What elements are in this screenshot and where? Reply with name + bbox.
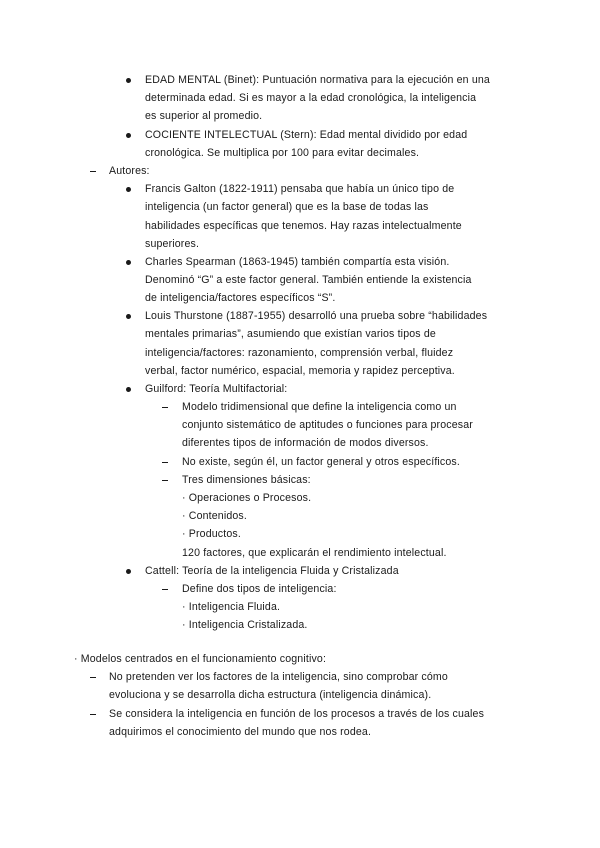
edad-mental-line-2: determinada edad. Si es mayor a la edad cronológica, la inteligencia bbox=[145, 92, 477, 104]
bullet-guilford bbox=[126, 387, 131, 392]
bullet-edad-mental bbox=[126, 78, 131, 83]
modelos-2-line-1: Se considera la inteligencia en función de los procesos a través de los cuales bbox=[109, 708, 485, 720]
cattell-tipo-2: · Inteligencia Cristalizada. bbox=[182, 619, 308, 631]
cattell-title: Cattell: Teoría de la inteligencia Fluida y Cristalizada bbox=[145, 565, 399, 577]
bullet-cattell bbox=[126, 569, 131, 574]
edad-mental-line-1: EDAD MENTAL (Binet): Puntuación normativa para la ejecución en una bbox=[145, 74, 490, 86]
modelos-title: · Modelos centrados en el funcionamiento cognitivo: bbox=[74, 653, 327, 665]
guilford-title: Guilford: Teoría Multifactorial: bbox=[145, 383, 288, 395]
guilford-dimension-2: · Contenidos. bbox=[182, 510, 247, 522]
dash-autores bbox=[90, 171, 96, 172]
galton-line-1: Francis Galton (1822-1911) pensaba que había un único tipo de bbox=[145, 183, 455, 195]
dash-guilford-modelo bbox=[162, 407, 168, 408]
modelos-1-line-2: evoluciona y se desarrolla dicha estructura (inteligencia dinámica). bbox=[109, 689, 432, 701]
dash-modelos-1 bbox=[90, 677, 96, 678]
dash-guilford-tres bbox=[162, 480, 168, 481]
modelos-1-line-1: No pretenden ver los factores de la inteligencia, sino comprobar cómo bbox=[109, 671, 448, 683]
spearman-line-2: Denominó “G” a este factor general. También entiende la existencia bbox=[145, 274, 472, 286]
dash-modelos-2 bbox=[90, 714, 96, 715]
guilford-modelo-line-3: diferentes tipos de información de modos diversos. bbox=[182, 437, 429, 449]
cociente-line-1: COCIENTE INTELECTUAL (Stern): Edad mental dividido por edad bbox=[145, 129, 468, 141]
guilford-120: 120 factores, que explicarán el rendimiento intelectual. bbox=[182, 547, 447, 559]
spearman-line-1: Charles Spearman (1863-1945) también compartía esta visión. bbox=[145, 256, 450, 268]
cattell-tipo-1: · Inteligencia Fluida. bbox=[182, 601, 281, 613]
modelos-2-line-2: adquirimos el conocimiento del mundo que nos rodea. bbox=[109, 726, 372, 738]
guilford-dimension-1: · Operaciones o Procesos. bbox=[182, 492, 312, 504]
thurstone-line-3: inteligencia/factores: razonamiento, comprensión verbal, fluidez bbox=[145, 347, 454, 359]
dash-cattell-define bbox=[162, 589, 168, 590]
guilford-modelo-line-1: Modelo tridimensional que define la inteligencia como un bbox=[182, 401, 457, 413]
spearman-line-3: de inteligencia/factores específicos “S”. bbox=[145, 292, 336, 304]
thurstone-line-1: Louis Thurstone (1887-1955) desarrolló una prueba sobre “habilidades bbox=[145, 310, 488, 322]
galton-line-2: inteligencia (un factor general) que es la base de todas las bbox=[145, 201, 429, 213]
edad-mental-line-3: es superior al promedio. bbox=[145, 110, 263, 122]
guilford-tres: Tres dimensiones básicas: bbox=[182, 474, 311, 486]
autores-label: Autores: bbox=[109, 165, 150, 177]
bullet-cociente bbox=[126, 133, 131, 138]
thurstone-line-2: mentales primarias”, asumiendo que existían varios tipos de bbox=[145, 328, 436, 340]
dash-guilford-no-existe bbox=[162, 462, 168, 463]
bullet-galton bbox=[126, 187, 131, 192]
bullet-spearman bbox=[126, 260, 131, 265]
guilford-no-existe: No existe, según él, un factor general y otros específicos. bbox=[182, 456, 460, 468]
guilford-dimension-3: · Productos. bbox=[182, 528, 241, 540]
cattell-define: Define dos tipos de inteligencia: bbox=[182, 583, 337, 595]
cociente-line-2: cronológica. Se multiplica por 100 para evitar decimales. bbox=[145, 147, 420, 159]
guilford-modelo-line-2: conjunto sistemático de aptitudes o funciones para procesar bbox=[182, 419, 473, 431]
bullet-thurstone bbox=[126, 314, 131, 319]
thurstone-line-4: verbal, factor numérico, espacial, memoria y rapidez perceptiva. bbox=[145, 365, 455, 377]
galton-line-3: habilidades específicas que tenemos. Hay razas intelectualmente bbox=[145, 220, 462, 232]
galton-line-4: superiores. bbox=[145, 238, 200, 250]
